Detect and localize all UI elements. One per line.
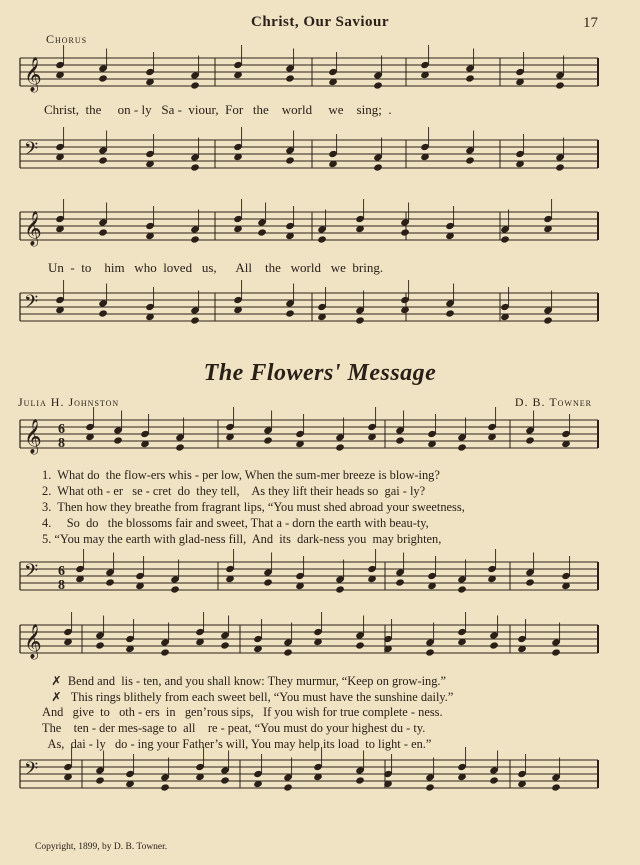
chorus-lyric-line-2: Un - to him who loved us, All the world we bring. — [48, 260, 384, 275]
hymn-treble-2-note — [283, 648, 293, 656]
chorus-treble-1-note — [285, 74, 295, 82]
lyricist-credit: Julia H. Johnston — [18, 395, 120, 409]
bass-clef: 𝄢 — [24, 561, 39, 586]
chorus-bass-1-note — [190, 163, 200, 171]
running-title: Christ, Our Saviour — [251, 14, 389, 30]
chorus-bass-1-note — [285, 156, 295, 164]
chorus-treble-2-note — [190, 235, 200, 243]
treble-clef: 𝄞 — [24, 211, 42, 246]
hymn-bass-2-note — [425, 783, 435, 791]
hymn-bass-1-note — [170, 585, 180, 593]
chorus-treble-2-note — [317, 235, 327, 243]
hymn-treble-1-note — [113, 436, 123, 444]
chorus-treble-1-note — [555, 81, 565, 89]
treble-clef: 𝄞 — [24, 419, 42, 454]
composer-credit: D. B. Towner — [514, 395, 592, 409]
hymn-bass-1-note — [395, 578, 405, 586]
chorus-lyric-line-1: Christ, the on - ly Sa - viour, For the world we sing; . — [44, 102, 392, 117]
verse-2: 2. What oth - er se - cret do they tell, As they lift their heads so gai - ly? — [42, 484, 426, 498]
chorus-bass-2-note — [285, 309, 295, 317]
chorus-treble-1-note — [98, 74, 108, 82]
chorus-treble-1-note — [373, 81, 383, 89]
chorus-bass-1-note — [98, 156, 108, 164]
hymn-bass-1-note — [105, 578, 115, 586]
hymn-bass-2-note — [220, 776, 230, 784]
chorus-bass-2-note — [543, 316, 553, 324]
hymn-bass-1-note — [263, 578, 273, 586]
chorus-treble-2-note — [400, 228, 410, 236]
hymn-title: The Flowers' Message — [203, 360, 437, 386]
refrain-5: As, dai - ly do - ing your Father’s will, You may help its load to light - en.” — [42, 737, 432, 751]
verse-5: 5. “You may the earth with glad-ness fill, And its dark-ness you may brighten, — [42, 532, 442, 546]
hymn-treble-2-note — [489, 641, 499, 649]
chorus-bass-2-note — [445, 309, 455, 317]
hymn-bass-2-note — [489, 776, 499, 784]
hymn-treble-1-note — [395, 436, 405, 444]
chorus-bass-1-note — [465, 156, 475, 164]
hymn-treble-2-note — [95, 641, 105, 649]
hymn-bass-1-time-bottom: 8 — [58, 578, 65, 593]
refrain-2: ✗ This rings blithely from each sweet bell, “You must have the sunshine daily.” — [42, 690, 454, 704]
hymn-treble-1-note — [525, 436, 535, 444]
hymn-treble-2-note — [160, 648, 170, 656]
page-number: 17 — [583, 15, 598, 31]
verse-1: 1. What do the flow-ers whis - per low, When the sum-mer breeze is blow-ing? — [42, 468, 440, 482]
hymn-bass-1-time-top: 6 — [58, 564, 65, 579]
hymn-treble-2-note — [220, 641, 230, 649]
hymn-treble-2-note — [425, 648, 435, 656]
hymn-treble-1-note — [457, 443, 467, 451]
hymn-bass-2-note — [160, 783, 170, 791]
refrain-4: The ten - der mes-sage to all re - peat, “You must do your highest du - ty. — [42, 721, 426, 735]
chorus-treble-1-note — [190, 81, 200, 89]
chorus-bass-1-note — [373, 163, 383, 171]
refrain-1: ✗ Bend and lis - ten, and you shall know: They murmur, “Keep on grow-ing.” — [42, 674, 447, 688]
hymn-treble-1-time-bottom: 8 — [58, 436, 65, 451]
bass-clef: 𝄢 — [24, 292, 39, 317]
chorus-bass-2-note — [190, 316, 200, 324]
chorus-treble-2-note — [98, 228, 108, 236]
hymn-treble-1-note — [175, 443, 185, 451]
hymn-bass-2-note — [551, 783, 561, 791]
treble-clef: 𝄞 — [24, 57, 42, 92]
chorus-bass-1-note — [555, 163, 565, 171]
bass-clef: 𝄢 — [24, 139, 39, 164]
hymn-treble-2-note — [355, 641, 365, 649]
hymn-bass-1-note — [525, 578, 535, 586]
hymn-treble-1-time-top: 6 — [58, 422, 65, 437]
hymn-treble-1-note — [335, 443, 345, 451]
refrain-3: And give to oth - ers in gen’rous sips, If you wish for true complete - ness. — [42, 705, 443, 719]
chorus-bass-2-note — [98, 309, 108, 317]
treble-clef: 𝄞 — [24, 624, 42, 659]
hymn-treble-2-note — [551, 648, 561, 656]
hymn-bass-2-note — [355, 776, 365, 784]
hymn-treble-1-note — [263, 436, 273, 444]
hymn-bass-1-note — [457, 585, 467, 593]
hymn-bass-2-note — [283, 783, 293, 791]
chorus-treble-2-note — [257, 228, 267, 236]
hymn-bass-2-note — [95, 776, 105, 784]
copyright-notice: Copyright, 1899, by D. B. Towner. — [35, 842, 168, 852]
chorus-treble-2-note — [500, 235, 510, 243]
verse-3: 3. Then how they breathe from fragrant lips, “You must shed abroad your sweetness, — [42, 500, 465, 514]
hymn-bass-1-note — [335, 585, 345, 593]
chorus-treble-1-note — [465, 74, 475, 82]
chorus-label: Chorus — [46, 32, 88, 46]
chorus-bass-2-note — [355, 316, 365, 324]
bass-clef: 𝄢 — [24, 759, 39, 784]
verse-4: 4. So do the blossoms fair and sweet, That a - dorn the earth with beau-ty, — [42, 516, 429, 530]
